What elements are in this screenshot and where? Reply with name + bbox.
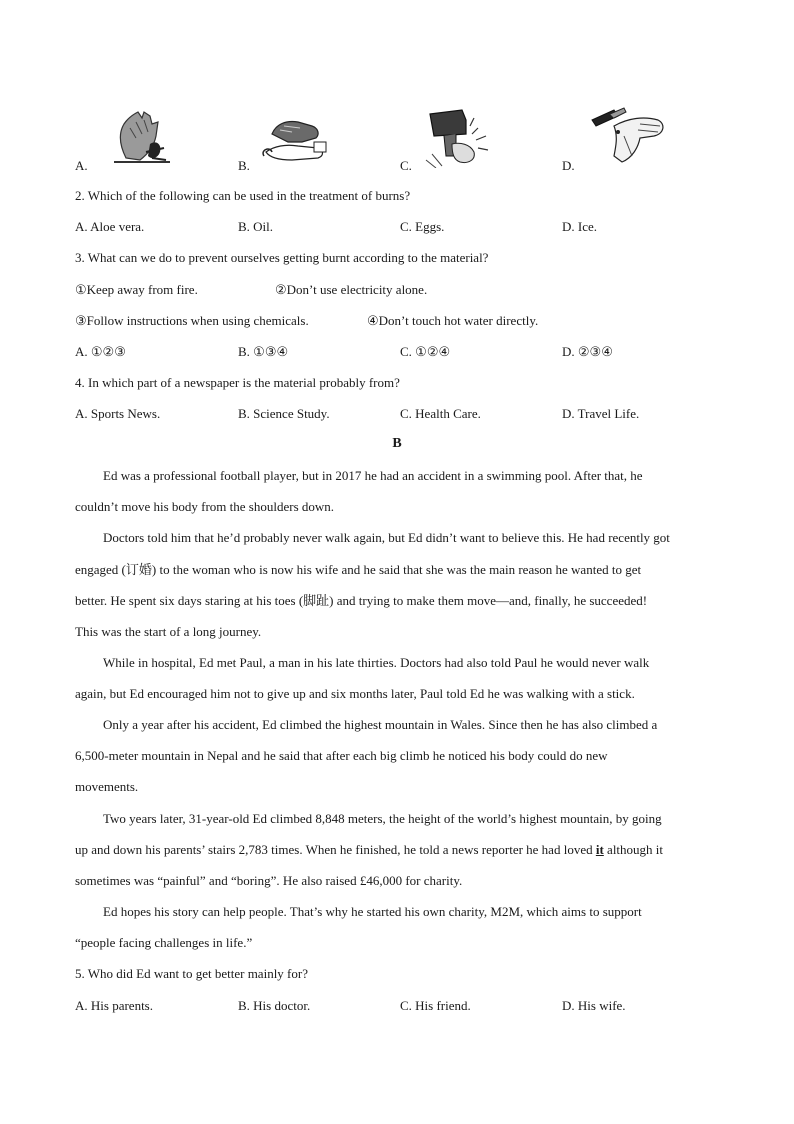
q3-option-c[interactable]: C. ①②④ bbox=[400, 344, 451, 359]
passage-paragraph-5-line-2-end: although it bbox=[603, 842, 664, 857]
q4-question: 4. In which part of a newspaper is the material probably from? bbox=[75, 375, 400, 390]
hand-with-flame-icon bbox=[106, 108, 172, 166]
q4-option-b[interactable]: B. Science Study. bbox=[238, 406, 330, 421]
hot-kettle-icon bbox=[422, 104, 494, 168]
hand-with-plug-icon bbox=[262, 112, 330, 164]
q1-option-c-label[interactable]: C. bbox=[400, 158, 412, 173]
q2-question: 2. Which of the following can be used in the treatment of burns? bbox=[75, 188, 411, 203]
passage-paragraph-5-line-1: Two years later, 31-year-old Ed climbed 8,848 meters, the height of the world’s highest mountain, by going bbox=[103, 811, 662, 826]
passage-paragraph-4-line-1: Only a year after his accident, Ed climbed the highest mountain in Wales. Since then he has also climbed a bbox=[103, 717, 658, 732]
passage-paragraph-6-line-2: “people facing challenges in life.” bbox=[75, 935, 253, 950]
q3-statement-2: ②Don’t use electricity alone. bbox=[275, 282, 428, 297]
passage-paragraph-6-line-1: Ed hopes his story can help people. That’s why he started his own charity, M2M, which aims to support bbox=[103, 904, 642, 919]
q3-statement-4: ④Don’t touch hot water directly. bbox=[367, 313, 539, 328]
q2-option-b[interactable]: B. Oil. bbox=[238, 219, 274, 234]
q1-option-d-label[interactable]: D. bbox=[562, 158, 575, 173]
q2-option-a[interactable]: A. Aloe vera. bbox=[75, 219, 145, 234]
section-b-title: B bbox=[392, 436, 402, 451]
underlined-word-it: it bbox=[595, 842, 604, 857]
q2-option-c[interactable]: C. Eggs. bbox=[400, 219, 445, 234]
q4-option-d[interactable]: D. Travel Life. bbox=[562, 406, 640, 421]
q5-question: 5. Who did Ed want to get better mainly for? bbox=[75, 966, 308, 981]
passage-paragraph-4-line-2: 6,500-meter mountain in Nepal and he said that after each big climb he noticed his body could do new bbox=[75, 748, 608, 763]
passage-paragraph-2-line-2: engaged (订婚) to the woman who is now his wife and he said that she was the main reason he wanted to get bbox=[75, 562, 642, 577]
passage-paragraph-2-line-4: This was the start of a long journey. bbox=[75, 624, 262, 639]
q3-question: 3. What can we do to prevent ourselves getting burnt according to the material? bbox=[75, 250, 489, 265]
passage-paragraph-3-line-2: again, but Ed encouraged him not to give up and six months later, Paul told Ed he was walking with a stick. bbox=[75, 686, 635, 701]
chemical-bottle-hand-icon bbox=[588, 106, 668, 166]
passage-paragraph-3-line-1: While in hospital, Ed met Paul, a man in his late thirties. Doctors had also told Paul he would never walk bbox=[103, 655, 650, 670]
q3-statement-3: ③Follow instructions when using chemicals. bbox=[75, 313, 309, 328]
q5-option-d[interactable]: D. His wife. bbox=[562, 998, 626, 1013]
q3-statement-1: ①Keep away from fire. bbox=[75, 282, 198, 297]
q5-option-a[interactable]: A. His parents. bbox=[75, 998, 153, 1013]
passage-paragraph-2-line-1: Doctors told him that he’d probably never walk again, but Ed didn’t want to believe this. He had recently got bbox=[103, 530, 670, 545]
q3-option-b[interactable]: B. ①③④ bbox=[238, 344, 289, 359]
passage-paragraph-5-line-2-start: up and down his parents’ stairs 2,783 times. When he finished, he told a news reporter he had loved bbox=[75, 842, 596, 857]
q1-option-b-label[interactable]: B. bbox=[238, 158, 250, 173]
q1-option-a-label[interactable]: A. bbox=[75, 158, 88, 173]
passage-paragraph-1-line-2: couldn’t move his body from the shoulders down. bbox=[75, 499, 335, 514]
q5-option-c[interactable]: C. His friend. bbox=[400, 998, 471, 1013]
passage-paragraph-5-line-3: sometimes was “painful” and “boring”. He also raised £46,000 for charity. bbox=[75, 873, 463, 888]
q5-option-b[interactable]: B. His doctor. bbox=[238, 998, 311, 1013]
passage-paragraph-5-line-2 bbox=[75, 842, 663, 858]
q4-option-c[interactable]: C. Health Care. bbox=[400, 406, 481, 421]
q4-option-a[interactable]: A. Sports News. bbox=[75, 406, 161, 421]
passage-paragraph-1-line-1: Ed was a professional football player, but in 2017 he had an accident in a swimming pool. After that, he bbox=[103, 468, 643, 483]
passage-paragraph-4-line-3: movements. bbox=[75, 779, 139, 794]
q2-option-d[interactable]: D. Ice. bbox=[562, 219, 598, 234]
q3-option-a[interactable]: A. ①②③ bbox=[75, 344, 126, 359]
passage-paragraph-2-line-3: better. He spent six days staring at his toes (脚趾) and trying to make them move—and, finally, he succeeded! bbox=[75, 593, 648, 608]
q3-option-d[interactable]: D. ②③④ bbox=[562, 344, 613, 359]
